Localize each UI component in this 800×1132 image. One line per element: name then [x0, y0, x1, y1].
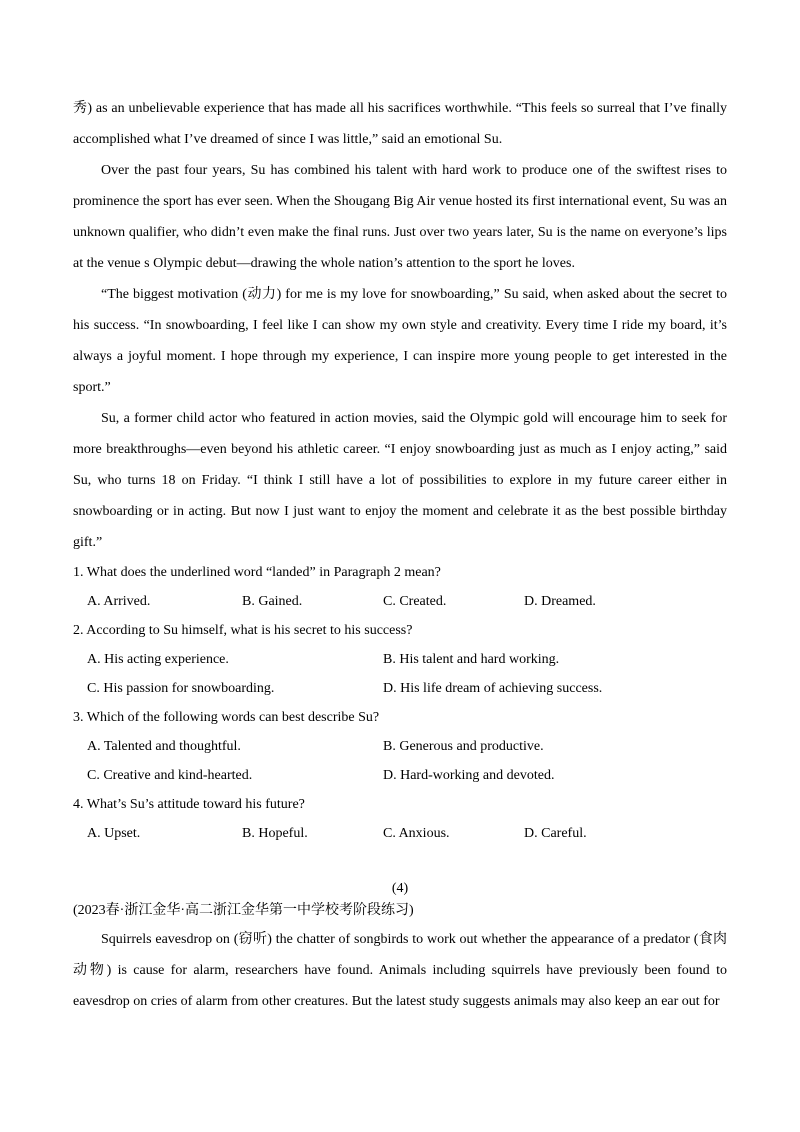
option-a: A. Arrived. — [87, 594, 151, 609]
passage-paragraph-3: “The biggest motivation (动力) for me is my love for snowboarding,” Su said, when asked about the secret to his success. “In snowboarding, I feel like I can show my own style and creativity. Every time I ride my board, it’s always a joyful moment. I hope through my experience, I can inspire more young people to get interested in the sport.” — [73, 287, 727, 395]
source-citation: (2023春·浙江金华·高二浙江金华第一中学校考阶段练习) — [73, 903, 414, 918]
question-2 — [73, 616, 727, 703]
section-intro-paragraph: Squirrels eavesdrop on (窃听) the chatter of songbirds to work out whether the appearance of a predator (食肉动物) is cause for alarm, researchers have found. Animals including squirrels have previously been found to eavesdrop on cries of alarm from other creatures. But the latest study suggests animals may also keep an ear out for — [73, 932, 727, 1009]
option-a: A. His acting experience. — [87, 652, 229, 667]
option-c: C. His passion for snowboarding. — [87, 681, 275, 696]
question-4 — [73, 790, 727, 848]
passage-paragraph-2: Over the past four years, Su has combined his talent with hard work to produce one of the swiftest rises to prominence the sport has ever seen. When the Shougang Big Air venue hosted its first international event, Su was an unknown qualifier, who didn’t even make the final runs. Just over two years later, Su is the name on everyone’s lips at the venue s Olympic debut—drawing the whole nation’s attention to the sport he loves. — [73, 163, 727, 271]
question-2-options-row-2 — [73, 674, 727, 703]
option-c: C. Anxious. — [383, 826, 450, 841]
passage-paragraph-4: Su, a former child actor who featured in action movies, said the Olympic gold will encourage him to seek for more breakthroughs—even beyond his athletic career. “I enjoy snowboarding just as much as I enjoy acting,” said Su, who turns 18 on Friday. “I think I still have a lot of possibilities to explore in my future career either in snowboarding or in acting. But now I just want to enjoy the moment and celebrate it as the best possible birthday gift.” — [73, 411, 727, 550]
option-c: C. Created. — [383, 594, 447, 609]
option-c: C. Creative and kind-hearted. — [87, 768, 253, 783]
option-d: D. Hard-working and devoted. — [383, 768, 555, 783]
question-2-text: 2. According to Su himself, what is his secret to his success? — [73, 623, 413, 638]
question-3 — [73, 703, 727, 790]
question-2-options-row-1 — [73, 645, 727, 674]
section-number: (4) — [391, 881, 409, 896]
option-b: B. Hopeful. — [242, 826, 308, 841]
question-3-options-row-2 — [73, 761, 727, 790]
passage-paragraph-1: 秀) as an unbelievable experience that has made all his sacrifices worthwhile. “This feels so surreal that I’ve finally accomplished what I’ve dreamed of since I was little,” said an emotional Su. — [73, 101, 727, 147]
question-1-text: 1. What does the underlined word “landed” in Paragraph 2 mean? — [73, 565, 441, 580]
question-4-text: 4. What’s Su’s attitude toward his future? — [73, 797, 305, 812]
option-d: D. Dreamed. — [524, 594, 596, 609]
question-1-options — [73, 587, 727, 616]
option-b: B. Generous and productive. — [383, 739, 544, 754]
option-a: A. Talented and thoughtful. — [87, 739, 241, 754]
question-3-options-row-1 — [73, 732, 727, 761]
question-1 — [73, 558, 727, 616]
question-4-options — [73, 819, 727, 848]
option-a: A. Upset. — [87, 826, 141, 841]
option-d: D. Careful. — [524, 826, 587, 841]
option-b: B. Gained. — [242, 594, 303, 609]
question-3-text: 3. Which of the following words can best describe Su? — [73, 710, 380, 725]
option-b: B. His talent and hard working. — [383, 652, 560, 667]
option-d: D. His life dream of achieving success. — [383, 681, 603, 696]
